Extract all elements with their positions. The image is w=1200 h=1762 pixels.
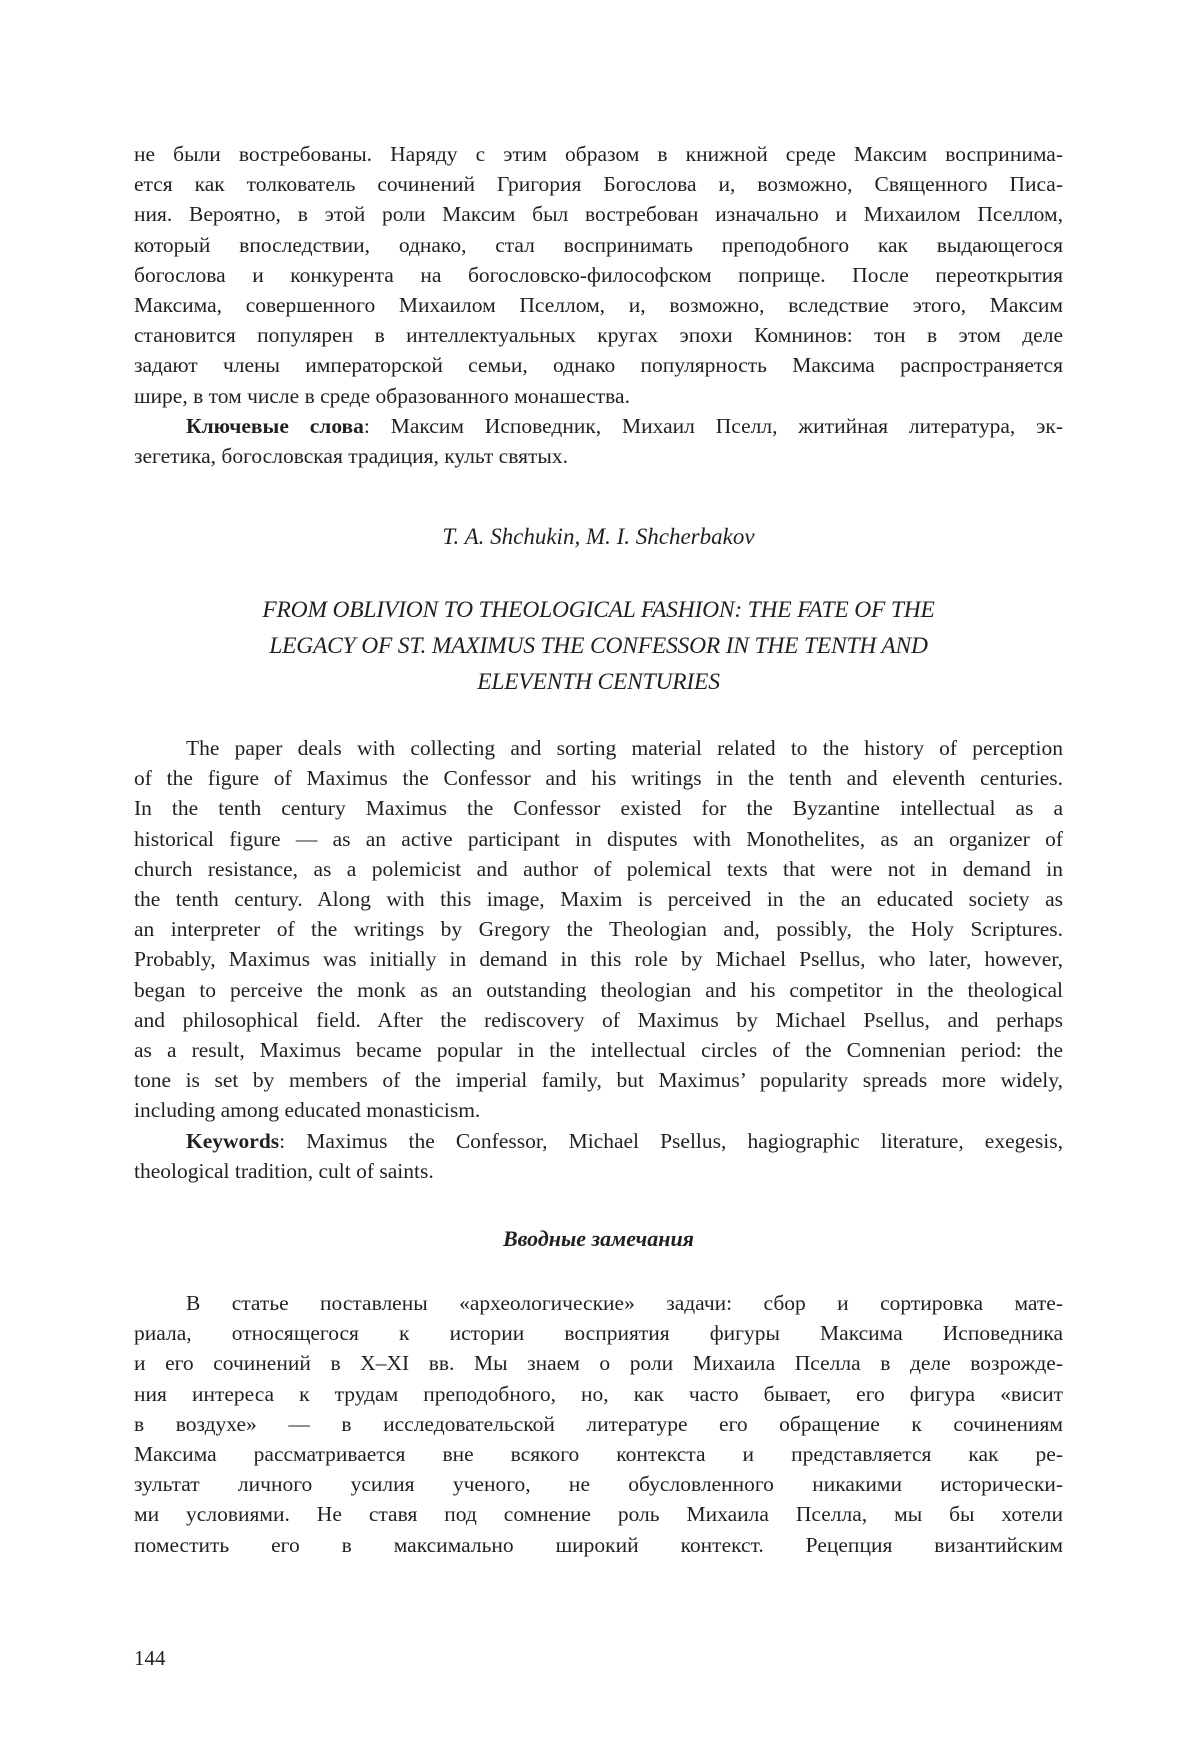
text-line: Probably, Maximus was initially in demand in this role by Michael Psellus, who later, however, (134, 947, 1063, 972)
text-line: The paper deals with collecting and sorting material related to the history of perception (186, 736, 1063, 760)
text-line: ется как толкователь сочинений Григория Богослова и, возможно, Священного Писа- (134, 172, 1063, 197)
text-line: church resistance, as a polemicist and author of polemical texts that were not in demand in (134, 856, 1063, 881)
text-line: an interpreter of the writings by Gregory the Theologian and, possibly, the Holy Scriptures. (134, 917, 1063, 942)
text-line: шире, в том числе в среде образованного монашества. (134, 383, 630, 408)
text-line: риала, относящегося к истории восприятия фигуры Максима Исповедника (134, 1321, 1063, 1346)
text-line: в воздухе» — в исследовательской литературе его обращение к сочинениям (134, 1411, 1063, 1436)
section-body (134, 1288, 1063, 1560)
text-line: богослова и конкурента на богословско-философском поприще. После переоткрытия (134, 262, 1063, 287)
section-heading: Вводные замечания (502, 1226, 695, 1251)
text-line: and philosophical field. After the rediscovery of Maximus by Michael Psellus, and perhaps (134, 1007, 1063, 1032)
russian-abstract (134, 139, 1063, 471)
text-line: In the tenth century Maximus the Confessor existed for the Byzantine intellectual as a (134, 796, 1063, 821)
text-line: began to perceive the monk as an outstanding theologian and his competitor in the theological (134, 977, 1063, 1002)
text-line: ми условиями. Не ставя под сомнение роль Михаила Пселла, мы бы хотели (134, 1502, 1063, 1527)
text-line: задают члены императорской семьи, однако популярность Максима распространяется (134, 353, 1063, 378)
title-line: FROM OBLIVION TO THEOLOGICAL FASHION: THE FATE OF THE (262, 597, 935, 623)
keywords-label: Ключевые слова (186, 413, 364, 438)
english-abstract-text (134, 733, 1063, 1126)
text-line: ния. Вероятно, в этой роли Максим был востребован изначально и Михаилом Пселлом, (134, 202, 1063, 227)
text-line: as a result, Maximus became popular in the intellectual circles of the Comnenian period: the (134, 1038, 1063, 1063)
page-number: 144 (134, 1646, 166, 1670)
text-line: который впоследствии, однако, стал воспринимать преподобного как выдающегося (134, 232, 1063, 257)
text-line: и его сочинений в X–XI вв. Мы знаем о роли Михаила Пселла в деле возрожде- (134, 1351, 1063, 1376)
keywords-text: : Максим Исповедник, Михаил Пселл, житийная литература, эк- (363, 413, 1063, 438)
text-line: ния интереса к трудам преподобного, но, как часто бывает, его фигура «висит (134, 1381, 1063, 1406)
title-line: LEGACY OF ST. MAXIMUS THE CONFESSOR IN THE TENTH AND (269, 633, 928, 659)
russian-abstract-text (134, 139, 1063, 411)
text-line: становится популярен в интеллектуальных кругах эпохи Комнинов: тон в этом деле (134, 323, 1063, 348)
text-line: зультат личного усилия ученого, не обусловленного никакими исторически- (134, 1472, 1063, 1497)
english-abstract (134, 733, 1063, 1186)
text-line: Максима, совершенного Михаилом Пселлом, и, возможно, вследствие этого, Максим (134, 293, 1063, 318)
article-authors: T. A. Shchukin, M. I. Shcherbakov (442, 524, 755, 549)
text-line: В статье поставлены «археологические» задачи: сбор и сортировка мате- (186, 1291, 1063, 1315)
keywords-line (134, 411, 1063, 441)
russian-keywords (134, 411, 1063, 471)
english-keywords (134, 1126, 1063, 1186)
keywords-line: theological tradition, cult of saints. (134, 1158, 434, 1183)
keywords-text: : Maximus the Confessor, Michael Psellus, hagiographic literature, exegesis, (279, 1128, 1063, 1153)
text-line: tone is set by members of the imperial family, but Maximus’ popularity spreads more widely, (134, 1068, 1063, 1093)
text-line: historical figure — as an active participant in disputes with Monothelites, as an organizer of (134, 826, 1063, 851)
text-line: Максима рассматривается вне всякого контекста и представляется как ре- (134, 1442, 1063, 1467)
keywords-line: зегетика, богословская традиция, культ святых. (134, 444, 568, 469)
body-paragraph (134, 1288, 1063, 1560)
keywords-line (134, 1126, 1063, 1156)
title-line: ELEVENTH CENTURIES (477, 669, 720, 695)
text-line: of the figure of Maximus the Confessor and his writings in the tenth and eleventh centuries. (134, 766, 1063, 791)
text-line: including among educated monasticism. (134, 1098, 481, 1123)
keywords-label: Keywords (186, 1128, 280, 1153)
article-title (134, 592, 1063, 700)
text-line: не были востребованы. Наряду с этим образом в книжной среде Максим воспринима- (134, 142, 1063, 166)
text-line: the tenth century. Along with this image, Maxim is perceived in the an educated society as (134, 887, 1063, 912)
text-line: поместить его в максимально широкий контекст. Рецепция византийским (134, 1532, 1063, 1557)
